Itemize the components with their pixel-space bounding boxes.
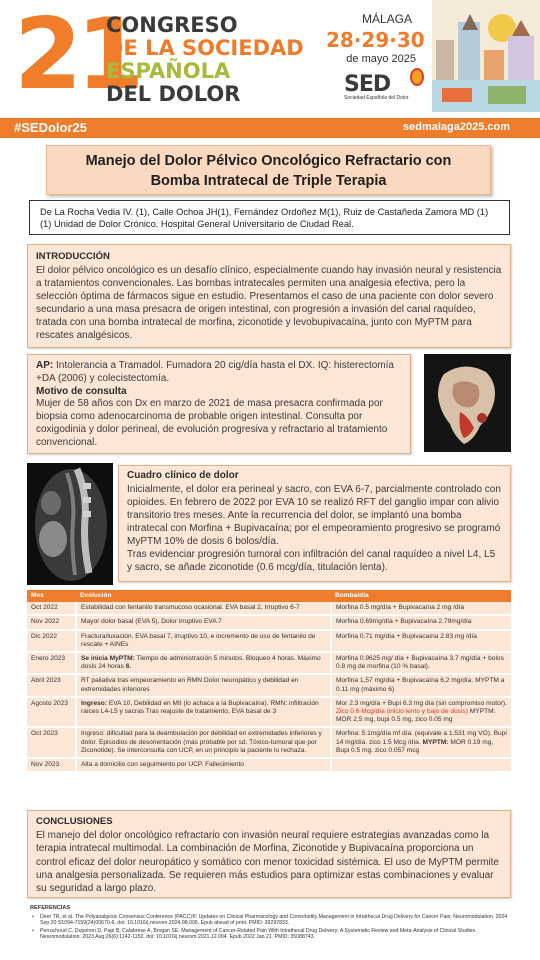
cell-evolution: Ingreso: dificultad para la deambulación por debilidad en extremidades inferiores y dolor. Episodios de desorientación (más probable por sd. Tóxico-tumoral que por Ziconotide). Se interconsulta con UCP, en un principio la paciente lo rechaza. (76, 727, 331, 758)
references-title: REFERENCIAS (30, 905, 71, 911)
cell-month: Oct 2023 (27, 727, 76, 758)
conclusions-body: El manejo del dolor oncológico refractario con invasión neural requiere estrategias avanzadas como la terapia intratecal multimodal. La combinación de Morfina, Ziconotide y Bupivacaína proporciona un control eficaz del dolor neuropático y somático con menor toxicidad sistémica. El uso de MyPTM permite una analgesia personalizada. Se requieren más estudios para optimizar estas combinaciones y evaluar su seguridad a largo plazo. (36, 830, 499, 895)
congress-line-4: DEL DOLOR (106, 82, 241, 106)
table-header-row (27, 590, 511, 602)
introduction-body: El dolor pélvico oncológico es un desafío clínico, especialmente cuando hay invasión neural y resistencia a tratamientos convencionales. Las bombas intratecales permiten una analgesia efectiva, pero la selección óptima de fármacos sigue en estudio. Presentamos el caso de una paciente con dolor severo secundario a una masa presacra de origen intestinal, con progresión a invasión del canal raquídeo, tratada con una bomba intratecal de morfina, ziconotide y levobupivacaína, junto con MyPTM para rescates analgésicos. (36, 265, 502, 341)
table-row (27, 674, 511, 696)
cell-pump (331, 758, 511, 772)
cell-evolution-bold: Ingreso: (81, 699, 108, 707)
table-row (27, 697, 511, 728)
cell-month: Oct 2022 (27, 602, 76, 615)
hashtag-band (0, 118, 540, 138)
congress-header (0, 0, 540, 118)
header-pump: Bomba/día (331, 590, 511, 602)
header-month: Mes (27, 590, 76, 602)
cell-month: Nov 2023 (27, 758, 76, 772)
motive-title: Motivo de consulta (36, 386, 127, 397)
cell-pump (331, 697, 511, 728)
introduction-title: INTRODUCCIÓN (36, 251, 110, 262)
cell-evolution (76, 697, 331, 728)
cell-month: Dic 2022 (27, 630, 76, 652)
cell-pump-text-end: MYPTM: MOR 2,5 mg, bupi 0.5 mg, zico 0.05 mg (336, 708, 496, 724)
references-section (30, 905, 514, 942)
mri-image (27, 463, 113, 585)
cell-evolution-text: EVA 10, Debilidad en MII (lo achaca a la Bupivacaína). RMN: infiltración raíces L4-L5 y sacras Tras reajuste de tratamiento, EVA basal de 3 (81, 699, 319, 716)
congress-city: MÁLAGA (361, 12, 412, 26)
references-list (30, 914, 514, 941)
cell-month: Enero 2023 (27, 652, 76, 674)
authors-names: De La Rocha Vedia IV. (1), Calle Ochoa JH(1), Fernández Ordoñez M(1), Ruiz de Castañeda Zamora MD (1) (40, 207, 489, 217)
cell-evolution: Mayor dolor basal (EVA 5), Dolor irruptivo EVA 7 (76, 615, 331, 629)
cell-evolution: RT paliativa tras empeoramiento en RMN Dolor neuropático y debilidad en extremidades inferiores (76, 674, 331, 696)
poster-title (46, 145, 491, 195)
clinical-title: Cuadro clínico de dolor (127, 470, 239, 481)
cell-pump: Morfina 1,57 mg/día + Bupivacaína 6,2 mg/día. MYPTM a 0.11 mg (máximo 6) (331, 674, 511, 696)
reference-item: • Perruchoud C, Dupoiron D, Papi B, Calabrese A, Brogan SE. Management of Cancer-Related Pain With Intrathecal Drug Delivery: A Systematic Review and Meta-Analysis of Clinical Studies. Neuromodulation. 2023 Aug;26(6):1142-1152. doi: 10.1016/j.neurom.2021.12.004. Epub 2022 Jan 21. PMID: 35088743. (30, 928, 514, 941)
evolution-table (27, 590, 511, 773)
clinical-body: Inicialmente, el dolor era perineal y sacro, con EVA 6-7, parcialmente controlado con opioides. En febrero de 2022 por EVA 10 se realizó RFT del ganglio impar con alivio transitorio tres meses. Ante la recurrencia del dolor, se implantó una bomba intratecal con Morfina + Bupivacaína; por el empeoramiento progresivo se programó MyPTM 10% de dosis 6 bolos/día. (127, 484, 501, 547)
poster-title-line-1: Manejo del Dolor Pélvico Oncológico Refractario con (85, 153, 452, 169)
cell-evolution: Estabilidad con fentanilo transmucoso ocasional. EVA basal 2, Irruptivo 6-7 (76, 602, 331, 615)
congress-name (106, 14, 304, 106)
cell-evolution-bold-end: 6. (125, 663, 132, 671)
sed-logo (344, 72, 428, 106)
cell-evolution-text: Tiempo de administración 5 minutos. Bloqueo 4 horas. Máximo dosis 24 horas (81, 655, 321, 671)
table-row (27, 602, 511, 615)
poster-title-line-2: Bomba Intratecal de Triple Terapia (150, 173, 387, 189)
congress-line-2: DE LA SOCIEDAD (106, 36, 304, 60)
congress-line-1: CONGRESO (106, 13, 238, 37)
cell-evolution: Fractura/luxación. EVA basal 7, irruptivo 10, e incremento de uso de fentanilo de rescate + AINEs (76, 630, 331, 652)
conclusions-section (27, 810, 511, 898)
cell-pump-text: Morfina: 5.1mg/día mf día. (equivale a 1.531 mg VO). Bupi 14 mg/día. zico 1.5 Mcg /día. (336, 730, 507, 746)
antecedents-text (36, 359, 402, 385)
table-row (27, 630, 511, 652)
table-row (27, 615, 511, 629)
clinical-body-2: Tras evidenciar progresión tumoral con infiltración del canal raquídeo a nivel L4, L5 y sacro, se añade ziconotide (0.6 mcg/día, titulación lenta). (127, 549, 496, 573)
clinical-section (118, 465, 511, 582)
sed-logo-text: SED (344, 72, 391, 97)
cell-pump: Morfina 0.71 mg/día + Bupivacaína 2.83 mg /día (331, 630, 511, 652)
congress-month: de mayo 2025 (346, 53, 416, 65)
cell-month: Abril 2023 (27, 674, 76, 696)
cell-month: Nov 2022 (27, 615, 76, 629)
header-evolution: Evolución (76, 590, 331, 602)
sed-logo-subtitle: Sociedad Española del Dolor (344, 95, 409, 101)
motive-body: Mujer de 58 años con Dx en marzo de 2021 de masa presacra confirmada por biopsia como adenocarcinoma de probable origen intestinal. Consulta por coxigodinia y dolor perineal, de evolución progresiva y refractario al tratamiento convencional. (36, 398, 388, 448)
reference-item: • Deer TR, et al. The Polyanalgesic Consensus Conference (PACC)®: Updates on Clinical Pharmacology and Comorbidity Management in Intrathecal Drug Delivery for Cancer Pain. Neuromodulation. 2024 Sep 20:S1094-7159(24)00670-6. doi: 10.1016/j.neurom.2024.08.006. Epub ahead of print. PMID: 39297833. (30, 914, 514, 927)
table-row (27, 727, 511, 758)
cell-month: Agosto 2023 (27, 697, 76, 728)
congress-dates: 28·29·30 (326, 28, 425, 52)
congress-line-3: ESPAÑOLA (106, 59, 231, 83)
antecedents-body: Intolerancia a Tramadol. Fumadora 20 cig/día hasta el DX. IQ: histerectomía +DA (2006) y colecistectomía. (36, 360, 394, 384)
flame-icon (410, 68, 424, 86)
cell-pump-bold: MYPTM: (422, 738, 449, 746)
malaga-illustration (432, 0, 540, 112)
cell-pump: Morfina 0.9625 mg/ día + Bupivacaína 3.7 mg/día + bolos 0.8 mg de morfina (10 % basal). (331, 652, 511, 674)
congress-number: 21 (14, 0, 139, 112)
cell-pump: Morfina 0.69mg/día + Bupivacaína 2.79mg/día (331, 615, 511, 629)
authors-box (29, 200, 510, 235)
introduction-section (27, 244, 511, 348)
cell-pump-text-end: MOR 0.19 mg, Bupi 0.5 mg. zico 0.057 mcg (336, 738, 494, 754)
hashtag: #SEDolor25 (14, 120, 87, 135)
table-row (27, 758, 511, 772)
cell-pump (331, 727, 511, 758)
cell-pump-highlight: Zico 0.6 Mcg/día (inicio lento y bajo de dosis) (336, 708, 468, 716)
conclusions-title: CONCLUSIONES (36, 816, 113, 827)
cell-evolution-bold: Se inicia MyPTM: (81, 655, 135, 663)
cell-evolution (76, 652, 331, 674)
antecedents-label: AP: (36, 360, 54, 371)
cell-evolution: Alta a domicilio con seguimiento por UCP. Fallecimiento (76, 758, 331, 772)
website-link[interactable]: sedmalaga2025.com (402, 121, 510, 133)
cell-pump-text: Mor 2.3 mg/día + Bupi 6.3 mg día (sin compromiso motor). (336, 699, 507, 707)
authors-affiliation: (1) Unidad de Dolor Crónico. Hospital General Universitario de Ciudad Real. (40, 219, 354, 229)
table-row (27, 652, 511, 674)
cell-pump: Morfina 0.5 mg/día + Bupivacaína 2 mg /día (331, 602, 511, 615)
pelvis-3d-image (424, 354, 511, 452)
antecedents-section (27, 354, 411, 454)
